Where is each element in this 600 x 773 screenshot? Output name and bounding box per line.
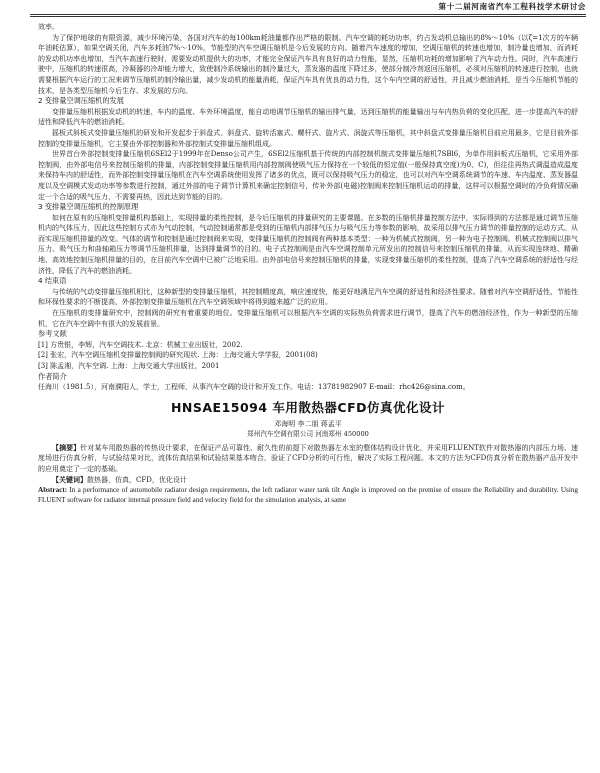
header-rule	[30, 14, 586, 17]
paragraph-6: 与传统的气动变排量压缩机相比，这种新型的变排量压缩机，其控制精度高，响应速度快，能更好地满足汽车空调的舒适性和经济性要求。随着对汽车空调舒适性、节能性和环保性要求的不断提高，外部控制变排量压缩机在汽车空调领域中将得到越来越广泛的应用。	[38, 287, 578, 307]
author-bio: 任海川（1981.5），河南濮阳人，学士，工程师，从事汽车空调的设计和开发工作。电话：13781982907 E-mail：rhc426@sina.com。	[38, 383, 470, 392]
keywords-text: 散热器，仿真，CFD，优化设计	[87, 475, 187, 484]
paragraph-3: 摇板式斜板式变排量压缩机的研发和开发起步于斜盘式、斜盘式、旋转活塞式、螺杆式、旋片式、涡旋式等压缩机，其中斜盘式变排量压缩机目前应用最多，它是目前外部控制的变排量压缩机，它主要由外部控制器和外部控制式变排量压缩机组成。	[38, 128, 578, 148]
paragraph-4: 世界首台外部控制变排量压缩机6SEl2于1999年在Denso公司产生，6SEl2压缩机基于传统的内部控制机制式变排量压缩机7SBl6，为单作用斜板式压缩机，它采用外部控制阀，由外部电信号来控制压缩机的排量，内部控制变排量压缩机用内部控制阀使吸气压力保持在一个较低的恒定值(一般保持真空度)为0、C)，但往往再热式调温造成温度来保持车内的舒适性，而外部控制变排量压缩机在汽车空调系统使用发挥了诸多的优点，既可以保持吸气压力的稳定，也可以对汽车空调系统调节的车速、车内温度、蒸发器温度以及空调模式发动功率等参数进行控制，通过外部的电子调节计算机来确定控制信号，传补外部(电磁)控制阀来控制压缩机运动的排量，这样可以根据空调时的冷负荷情况确定一个合适的吸气压力，不需要再热，因此达到节能的目的。	[38, 150, 578, 201]
paragraph-5: 如何在原有的压缩机变排量机构基础上，实现排量的柔性控制，是今后压缩机的排量研究的主要课题。在多数的压缩机排量控制方法中，实际得到的方法都是通过调节压缩机内的气体压力，因此这些控制方式亦为气动控制，气动控制通常都是受到的压缩机内部排气压力与吸气压力等参数的影响，故采用以排气压力调节的排量控制的运动方式。从而实现压缩机排量的改变。气体的调节和控制是通过控制阀来实现，变排量压缩机的控制阀有两种基本类型：一种为机械式控制阀，另一种为电子控制阀。机械式控制阀以排气压力、吸气压力和曲轴箱压力等调节压缩机排量，达到排量调节的目的。电子式控制阀是由汽车空调控制单元所发出的控制信号来控制压缩机的排量，从而实现连续地、精确地、高效地控制压缩机排量的目的，在目前汽车空调中已被广泛地采用。由外部电信号来控制压缩机的排量，实现变排量压缩机的柔性控制，提高了汽车空调系统的舒适性与经济性，降低了汽车的燃油消耗。	[38, 213, 578, 275]
reference-item: [2] 张宏，汽车空调压缩机变排量控制阀的研究现状. 上海：上海交通大学学报，2001(08)	[38, 351, 318, 360]
intro-tail: 效率。	[38, 23, 59, 31]
article-affiliation: 郑州汽车空调有限公司 河南郑州 450000	[247, 429, 369, 438]
abstract-en	[38, 485, 578, 505]
abstract-en-text: In a performance of automobile radiator design requirements, the left radiator water tank tilt Angle is improved on the premise of ensure the Reliability and durability. Using FLUENT software for radiator internal pressure field and velocity field for the simulation analysis, at same	[38, 486, 579, 505]
section-heading-3: 3 变排量空调压缩机的控制原理	[38, 202, 139, 212]
abstract-text: 针对某车用散热器的传热设计要求，在保证产品可靠性、耐久性的前提下对散热器左水室的整体结构设计优化，并采用FLUENT软件对散热器的内部压力场、速度场进行仿真分析，与试验结果对比，流体仿真结果和试验结果基本吻合，验证了CFD分析的可行性，解决了实际工程问题。本文的方法为CFD仿真分析在散热器产品开发中的应用奠定了一定的基础。	[38, 443, 578, 473]
article-title: HNSAE15094 车用散热器CFD仿真优化设计	[170, 399, 446, 415]
keywords	[38, 475, 578, 486]
reference-item: [3] 陈孟湘，汽车空调. 上海：上海交通大学出版社，2001	[38, 362, 220, 370]
keywords-label: 【关键词】	[52, 474, 87, 484]
reference-item: [1] 方贵银，李辉，汽车空调技术. 北京：机械工业出版社，2002.	[38, 340, 243, 349]
abstract-label: 【摘要】	[52, 442, 81, 452]
paragraph-1: 为了保护地球的有限资源，减少环境污染，各国对汽车的每100km耗油量都作出严格的限制。汽车空调的耗功功率，约占发动机总输出的8%～10%（以ζ=1次方的车辆年油耗估算），如果空调关闭，汽车多耗油7%～10%，节能型的汽车空调压缩机是今后发展的方向。随着汽车速度的增加，空调压缩机的转速也增加，制冷量也增加，而消耗的发动机功率也增加，当汽车高速行驶时，需要发动机提供大的功率，才能完全保证汽车具有良好的动力性能，显然，压缩机功耗的增加影响了汽车动力性。同时，汽车高速行驶中，压缩机的转速很高，冷凝器的冷却能力增大，致使制冷系统输出的制冷量过大，蒸发器的温度下降过多，使部分制冷剂返回压缩机，必须对压缩机的转速进行控制，也就需要根据汽车运行的工况来调节压缩机的制冷输出量，减少发动机的能量消耗，保证汽车具有优良的动力性，这个车内空调的舒适性，并且减少燃油消耗，是当今压缩机节能的技术，是各类型压缩机今后生存、求发展的方向。	[38, 33, 578, 95]
author-bio-heading: 作者简介	[38, 371, 67, 381]
references-heading: 参考文献	[38, 329, 67, 339]
running-header: 第十二届河南省汽车工程科技学术研讨会	[438, 2, 586, 11]
section-heading-4: 4 结束语	[38, 276, 67, 286]
paragraph-7: 在压缩机的变排量研究中，控制阀的研究有着重要的地位。变排量压缩机可以根据汽车空调的实际热负荷需求进行调节，提高了汽车的燃油经济性，作为一种新型的压缩机，它在汽车空调中有很大的发展前景。	[38, 309, 578, 328]
article-authors: 邓海明 李二朋 蒋孟平	[274, 419, 342, 428]
section-heading-2: 2 变排量空调压缩机的发展	[38, 96, 124, 106]
abstract-en-label: Abstract:	[38, 486, 68, 495]
abstract-cn	[38, 443, 578, 475]
page-body	[38, 22, 578, 505]
paragraph-2: 变排量压缩机根据发动机的转速、车内的温度、车外环境温度，能自动地调节压缩机的输出排气量，达到压缩机的能量输出与车内热负荷的变化匹配，进一步提高汽车的舒适性和降低汽车的燃油消耗。	[38, 107, 578, 127]
